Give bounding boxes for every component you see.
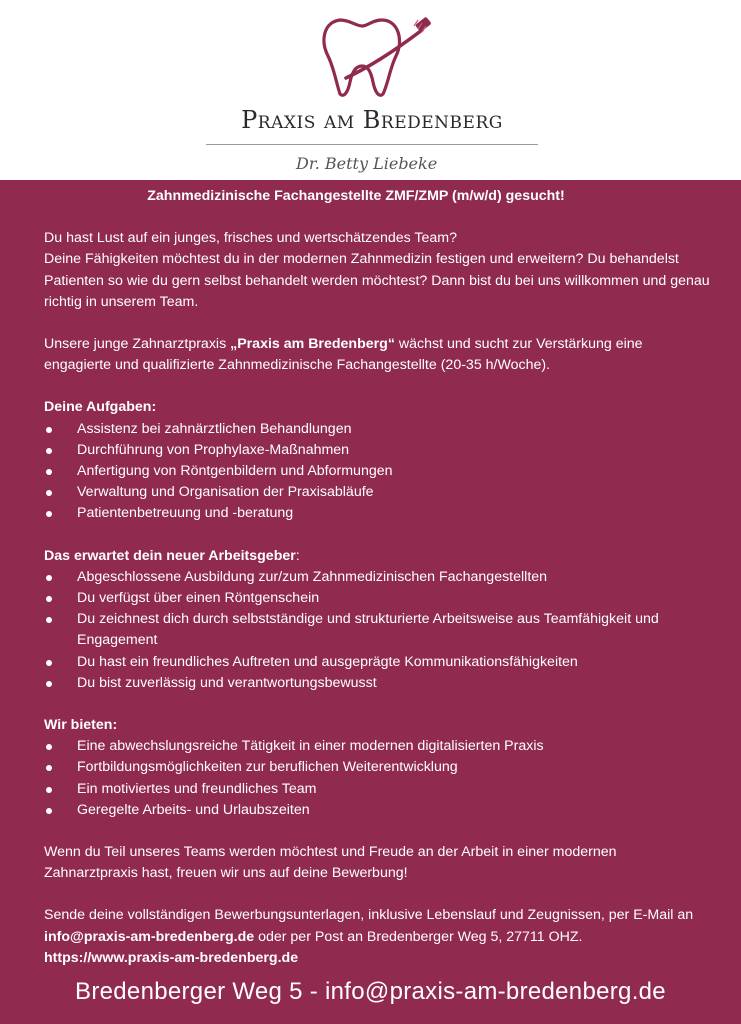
intro-text: Deine Fähigkeiten möchtest du in der modernen Zahnmedizin festigen und erweitern? Du behandelst Patienten so wie du gern selbst behandelt werden möchtest? Dann bist du bei uns willkommen und genau richtig in unserem Team. <box>44 251 710 310</box>
website-link[interactable]: https://www.praxis-am-bredenberg.de <box>44 949 299 966</box>
list-item: Ein motiviertes und freundliches Team <box>44 779 712 800</box>
list-item: Du zeichnest dich durch selbstständige und strukturierte Arbeitsweise aus Teamfähigkeit und Engagement <box>44 609 712 651</box>
application-text: Sende deine vollständigen Bewerbungsunterlagen, inklusive Lebenslauf und Zeugnissen, per E-Mail an info@praxis-am-bredenberg.de oder per Post an Bredenberger Weg 5, 27711 OHZ. <box>44 907 694 945</box>
job-ad-panel <box>0 180 741 1024</box>
practice-name: Praxis am Bredenberg <box>241 106 503 134</box>
list-item: Du bist zuverlässig und verantwortungsbewusst <box>44 673 712 694</box>
intro-question: Du hast Lust auf ein junges, frisches und wertschätzendes Team? <box>44 230 457 247</box>
about-text: Unsere junge Zahnarztpraxis „Praxis am Bredenberg“ wächst und sucht zur Verstärkung eine engagierte und qualifizierte Zahnmedizinische Fachangestellte (20-35 h/Woche). <box>44 336 643 374</box>
offer-title: Wir bieten: <box>44 717 118 734</box>
list-item: Anfertigung von Röntgenbildern und Abformungen <box>44 461 712 482</box>
tasks-title: Deine Aufgaben: <box>44 399 157 416</box>
list-item: Durchführung von Prophylaxe-Maßnahmen <box>44 440 712 461</box>
job-title: Zahnmedizinische Fachangestellte ZMF/ZMP (m/w/d) gesucht! <box>147 188 565 204</box>
footer-contact: Bredenberger Weg 5 - info@praxis-am-bredenberg.de <box>75 978 666 1005</box>
signature-text: Dr. Betty Liebeke <box>296 154 438 173</box>
list-item: Verwaltung und Organisation der Praxisabläufe <box>44 482 712 503</box>
requirements-list <box>44 567 712 694</box>
tasks-list <box>44 419 712 525</box>
offer-list <box>44 736 712 821</box>
header <box>0 0 741 180</box>
list-item: Geregelte Arbeits- und Urlaubszeiten <box>44 800 712 821</box>
list-item: Du hast ein freundliches Auftreten und ausgeprägte Kommunikationsfähigkeiten <box>44 652 712 673</box>
list-item: Abgeschlossene Ausbildung zur/zum Zahnmedizinischen Fachangestellten <box>44 567 712 588</box>
practice-name-inline: „Praxis am Bredenberg“ <box>230 336 395 353</box>
list-item: Eine abwechslungsreiche Tätigkeit in einer modernen digitalisierten Praxis <box>44 736 712 757</box>
tooth-toothbrush-icon <box>310 8 434 100</box>
closing-text: Wenn du Teil unseres Teams werden möchtest und Freude an der Arbeit in einer modernen Zahnarztpraxis hast, freuen wir uns auf deine Bewerbung! <box>44 844 617 882</box>
list-item: Du verfügst über einen Röntgenschein <box>44 588 712 609</box>
job-ad-content <box>44 186 712 969</box>
email-link[interactable]: info@praxis-am-bredenberg.de <box>44 928 255 945</box>
divider <box>206 144 538 145</box>
list-item: Patientenbetreuung und -beratung <box>44 503 712 524</box>
requirements-title: Das erwartet dein neuer Arbeitsgeber: <box>44 547 300 564</box>
signature <box>292 147 452 181</box>
logo <box>192 6 552 178</box>
list-item: Assistenz bei zahnärztlichen Behandlungen <box>44 419 712 440</box>
list-item: Fortbildungsmöglichkeiten zur beruflichen Weiterentwicklung <box>44 757 712 778</box>
